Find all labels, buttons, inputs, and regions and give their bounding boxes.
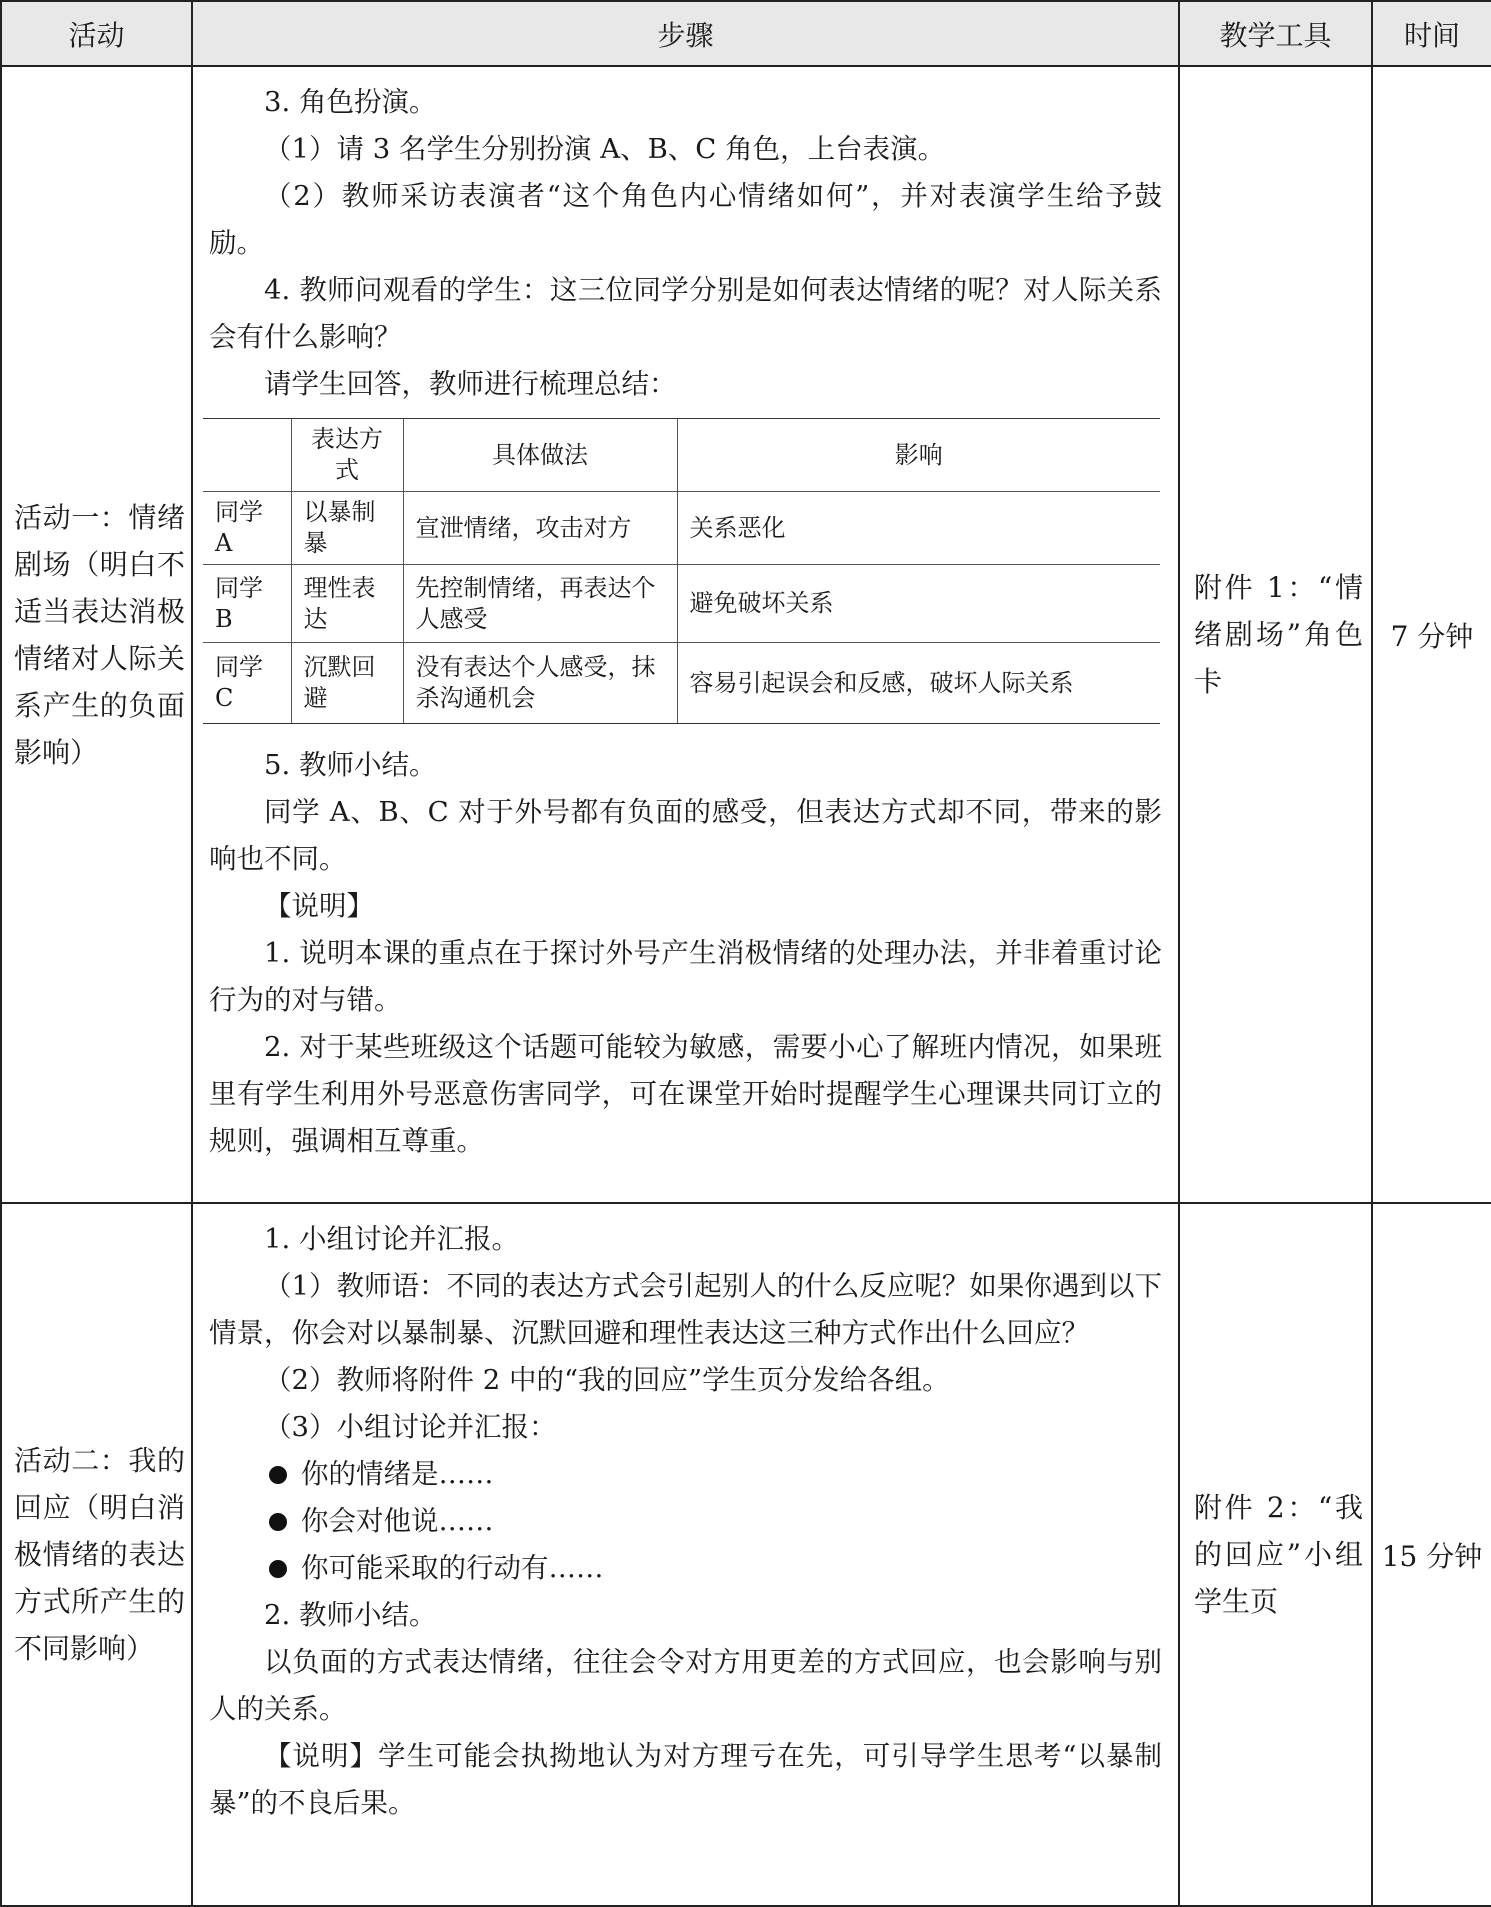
step-paragraph: 5. 教师小结。 [264, 749, 437, 781]
step-paragraph: 4. 教师问观看的学生：这三位同学分别是如何表达情绪的呢？对人际关系会有什么影响？ [209, 274, 1162, 353]
step-paragraph: 1. 小组讨论并汇报。 [264, 1223, 519, 1255]
summary-header-cell: 具体做法 [403, 419, 677, 492]
step-paragraph: 2. 对于某些班级这个话题可能较为敏感，需要小心了解班内情况，如果班里有学生利用外号恶意伤害同学，可在课堂开始时提醒学生心理课共同订立的规则，强调相互尊重。 [209, 1031, 1162, 1157]
summary-row [203, 492, 1160, 565]
activity-2-name: 活动二：我的回应（明白消极情绪的表达方式所产生的不同影响） [1, 1203, 192, 1906]
summary-cell: 理性表达 [291, 565, 403, 643]
summary-cell: 没有表达个人感受，抹杀沟通机会 [403, 643, 677, 724]
summary-cell: 同学 A [203, 492, 291, 565]
bullet-item [209, 1498, 1162, 1545]
summary-header-cell: 表达方式 [291, 419, 403, 492]
summary-cell: 先控制情绪，再表达个人感受 [403, 565, 677, 643]
activity-2-steps [192, 1203, 1179, 1906]
summary-header-cell [203, 419, 291, 492]
table-row-activity-1 [1, 66, 1491, 1203]
summary-cell: 以暴制暴 [291, 492, 403, 565]
bullet-text: 你可能采取的行动有…… [301, 1552, 604, 1584]
activity-2-tools: 附件 2：“我的回应”小组学生页 [1179, 1203, 1372, 1906]
summary-cell: 同学 B [203, 565, 291, 643]
summary-row [203, 565, 1160, 643]
step-paragraph: 1. 说明本课的重点在于探讨外号产生消极情绪的处理办法，并非着重讨论行为的对与错。 [209, 937, 1162, 1016]
activity-1-name: 活动一：情绪剧场（明白不适当表达消极情绪对人际关系产生的负面影响） [1, 66, 192, 1203]
step-paragraph: 以负面的方式表达情绪，往往会令对方用更差的方式回应，也会影响与别人的关系。 [209, 1646, 1162, 1725]
header-steps: 步骤 [192, 1, 1179, 66]
summary-header-row [203, 419, 1160, 492]
header-tools: 教学工具 [1179, 1, 1372, 66]
step-paragraph: 【说明】 [264, 890, 374, 922]
bullet-text: 你的情绪是…… [301, 1458, 494, 1490]
bullet-item [209, 1451, 1162, 1498]
step-paragraph: （1）教师语：不同的表达方式会引起别人的什么反应呢？如果你遇到以下情景，你会对以暴制暴、沉默回避和理性表达这三种方式作出什么回应？ [209, 1270, 1162, 1349]
step-paragraph: （2）教师采访表演者“这个角色内心情绪如何”，并对表演学生给予鼓励。 [209, 180, 1162, 259]
table-header-row [1, 1, 1491, 66]
summary-header-cell: 影响 [677, 419, 1160, 492]
step-paragraph: 同学 A、B、C 对于外号都有负面的感受，但表达方式却不同，带来的影响也不同。 [209, 796, 1162, 875]
summary-cell: 同学 C [203, 643, 291, 724]
summary-cell: 关系恶化 [677, 492, 1160, 565]
step-paragraph: （3）小组讨论并汇报： [264, 1411, 557, 1443]
step-paragraph: 【说明】学生可能会执拗地认为对方理亏在先，可引导学生思考“以暴制暴”的不良后果。 [209, 1740, 1162, 1819]
header-time: 时间 [1372, 1, 1491, 66]
activity-1-steps [192, 66, 1179, 1203]
activity-2-time: 15 分钟 [1372, 1203, 1491, 1906]
step-paragraph: （2）教师将附件 2 中的“我的回应”学生页分发给各组。 [264, 1364, 950, 1396]
activity-1-tools: 附件 1：“情绪剧场”角色卡 [1179, 66, 1372, 1203]
table-row-activity-2 [1, 1203, 1491, 1906]
summary-cell: 容易引起误会和反感，破坏人际关系 [677, 643, 1160, 724]
step-paragraph: 2. 教师小结。 [264, 1599, 437, 1631]
step-paragraph: 3. 角色扮演。 [264, 86, 437, 118]
step-paragraph: 请学生回答，教师进行梳理总结： [264, 368, 677, 400]
bullet-text: 你会对他说…… [301, 1505, 494, 1537]
summary-row [203, 643, 1160, 724]
summary-cell: 宣泄情绪，攻击对方 [403, 492, 677, 565]
step-paragraph: （1）请 3 名学生分别扮演 A、B、C 角色，上台表演。 [264, 133, 946, 165]
header-activity: 活动 [1, 1, 192, 66]
summary-cell: 避免破坏关系 [677, 565, 1160, 643]
summary-cell: 沉默回避 [291, 643, 403, 724]
activity-1-time: 7 分钟 [1372, 66, 1491, 1203]
summary-table [203, 418, 1160, 724]
bullet-item [209, 1545, 1162, 1592]
